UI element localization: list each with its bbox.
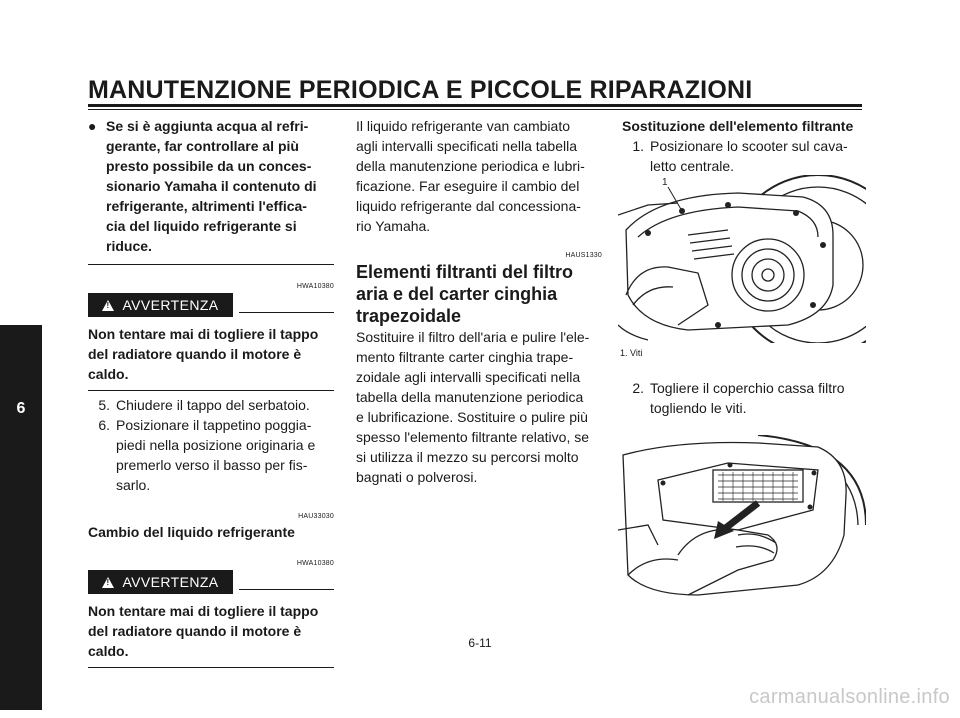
scooter-illustration — [618, 175, 866, 343]
page-title: MANUTENZIONE PERIODICA E PICCOLE RIPARAZIONI — [88, 76, 753, 104]
warning-rule — [239, 589, 334, 590]
step-list — [88, 395, 334, 495]
column-middle — [356, 116, 602, 487]
subheading: Sostituzione dell'elemento filtrante — [622, 118, 854, 134]
section-rule — [88, 667, 334, 668]
warning-text: Non tentare mai di togliere il tappo del radiatore quando il motore è caldo. — [88, 326, 319, 382]
step-item: 1. Posizionare lo scooter sul cava- letto centrale. — [632, 138, 848, 174]
warning-label-box: ! AVVERTENZA — [88, 293, 233, 317]
warning-rule — [239, 312, 334, 313]
section-rule — [88, 264, 334, 265]
ref-code: HWA10380 — [296, 283, 334, 290]
chapter-tab — [0, 325, 42, 710]
header-rule-thin — [88, 109, 862, 110]
figure-filter-cover — [618, 435, 866, 603]
ref-code: HAU33030 — [298, 513, 334, 520]
figure-scooter-side — [618, 175, 866, 343]
section-title: Elementi filtranti del filtro aria e del carter cinghia trapezoidale — [356, 262, 574, 326]
bullet-icon: ● — [88, 118, 97, 134]
step-item: 6. Posizionare il tappetino poggia- piedi nella posizione originaria e premerlo verso il basso per fis- sarlo. — [98, 417, 316, 493]
warning-header — [88, 569, 334, 595]
subheading: Cambio del liquido refrigerante — [88, 524, 295, 540]
ref-code: HAUS1330 — [565, 252, 602, 259]
callout-label: 1 — [662, 177, 668, 188]
watermark-text[interactable]: carmanualsonline.info — [749, 686, 950, 708]
body-paragraph: Sostituire il filtro dell'aria e pulire l'ele- mento filtrante carter cinghia trape- zoidale agli intervalli specificati nella tabella della manutenzione periodica e lubrificazione. Sostituire o pulire più spesso l'elemento filtrante relativo, se si utilizza il mezzo su percorsi molto bagnati o polverosi. — [356, 329, 590, 485]
chapter-number: 6 — [16, 400, 26, 417]
step-item: 5. Chiudere il tappo del serbatoio. — [98, 397, 310, 413]
section-rule — [88, 390, 334, 391]
warning-icon: ! — [102, 577, 114, 588]
warning-text: Non tentare mai di togliere il tappo del radiatore quando il motore è caldo. — [88, 603, 319, 659]
warning-icon: ! — [102, 300, 114, 311]
figure-caption: 1. Viti — [620, 348, 643, 358]
warning-label-box: ! AVVERTENZA — [88, 570, 233, 594]
header-rule — [88, 104, 862, 107]
column-left — [88, 116, 334, 668]
bullet-note — [88, 116, 334, 256]
bullet-text: Se si è aggiunta acqua al refri- gerante, far controllare al più presto possibile da un conces- sionario Yamaha il contenuto di refrigerante, altrimenti l'effica- cia del liquido refrigerante si riduce. — [106, 118, 317, 254]
page-number: 6-11 — [468, 636, 492, 650]
filter-illustration — [618, 435, 866, 603]
ref-code: HWA10380 — [296, 560, 334, 567]
intro-paragraph: Il liquido refrigerante van cambiato agli intervalli specificati nella tabella della manutenzione periodica e lubri- ficazione. Far eseguire il cambio del liquido refrigerante dal concessiona- rio Yamaha. — [356, 118, 585, 234]
warning-header — [88, 292, 334, 318]
step-item: 2. Togliere il coperchio cassa filtro togliendo le viti. — [632, 380, 845, 416]
